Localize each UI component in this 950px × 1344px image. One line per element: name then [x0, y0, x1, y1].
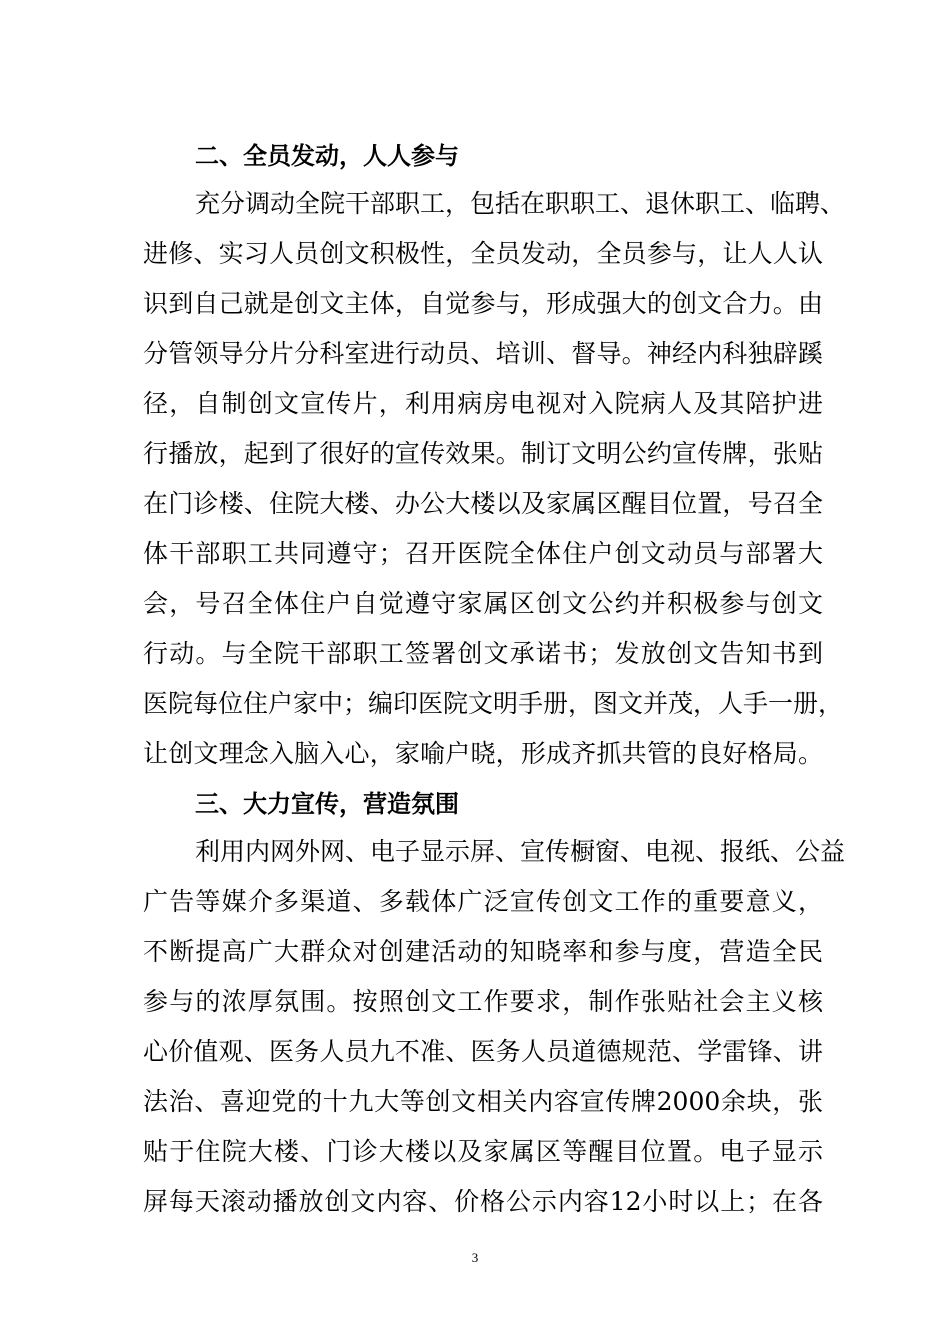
- paragraph-line: 进修、实习人员创文积极性，全员发动，全员参与，让人人认: [143, 239, 823, 268]
- paragraph-line: 径，自制创文宣传片，利用病房电视对入院病人及其陪护进: [143, 389, 823, 418]
- paragraph-line: 识到自己就是创文主体，自觉参与，形成强大的创文合力。由: [143, 289, 823, 318]
- paragraph-line: 体干部职工共同遵守；召开医院全体住户创文动员与部署大: [143, 539, 823, 568]
- paragraph-line: 法治、喜迎党的十九大等创文相关内容宣传牌2000余块，张: [143, 1087, 823, 1116]
- paragraph-line: 医院每位住户家中；编印医院文明手册，图文并茂，人手一册，: [143, 689, 844, 718]
- section-heading: 二、全员发动，人人参与: [195, 142, 459, 170]
- paragraph-line: 心价值观、医务人员九不准、医务人员道德规范、学雷锋、讲: [143, 1037, 823, 1066]
- paragraph-line: 充分调动全院干部职工，包括在职职工、退休职工、临聘、: [195, 189, 846, 218]
- paragraph-line: 不断提高广大群众对创建活动的知晓率和参与度，营造全民: [143, 937, 823, 966]
- paragraph-line: 广告等媒介多渠道、多载体广泛宣传创文工作的重要意义，: [143, 887, 823, 916]
- page-number: 3: [471, 1250, 479, 1265]
- paragraph-line: 在门诊楼、住院大楼、办公大楼以及家属区醒目位置，号召全: [143, 489, 823, 518]
- paragraph-line: 利用内网外网、电子显示屏、宣传橱窗、电视、报纸、公益: [195, 837, 846, 866]
- paragraph-line: 行播放，起到了很好的宣传效果。制订文明公约宣传牌，张贴: [143, 439, 823, 468]
- paragraph-line: 屏每天滚动播放创文内容、价格公示内容12小时以上；在各: [143, 1187, 823, 1216]
- paragraph-line: 会，号召全体住户自觉遵守家属区创文公约并积极参与创文: [143, 589, 823, 618]
- paragraph-line: 参与的浓厚氛围。按照创文工作要求，制作张贴社会主义核: [143, 987, 823, 1016]
- paragraph-line: 让创文理念入脑入心，家喻户晓，形成齐抓共管的良好格局。: [143, 739, 823, 768]
- paragraph-line: 贴于住院大楼、门诊大楼以及家属区等醒目位置。电子显示: [143, 1137, 823, 1166]
- section-heading: 三、大力宣传，营造氛围: [195, 790, 459, 818]
- paragraph-line: 行动。与全院干部职工签署创文承诺书；发放创文告知书到: [143, 639, 823, 668]
- paragraph-line: 分管领导分片分科室进行动员、培训、督导。神经内科独辟蹊: [143, 339, 823, 368]
